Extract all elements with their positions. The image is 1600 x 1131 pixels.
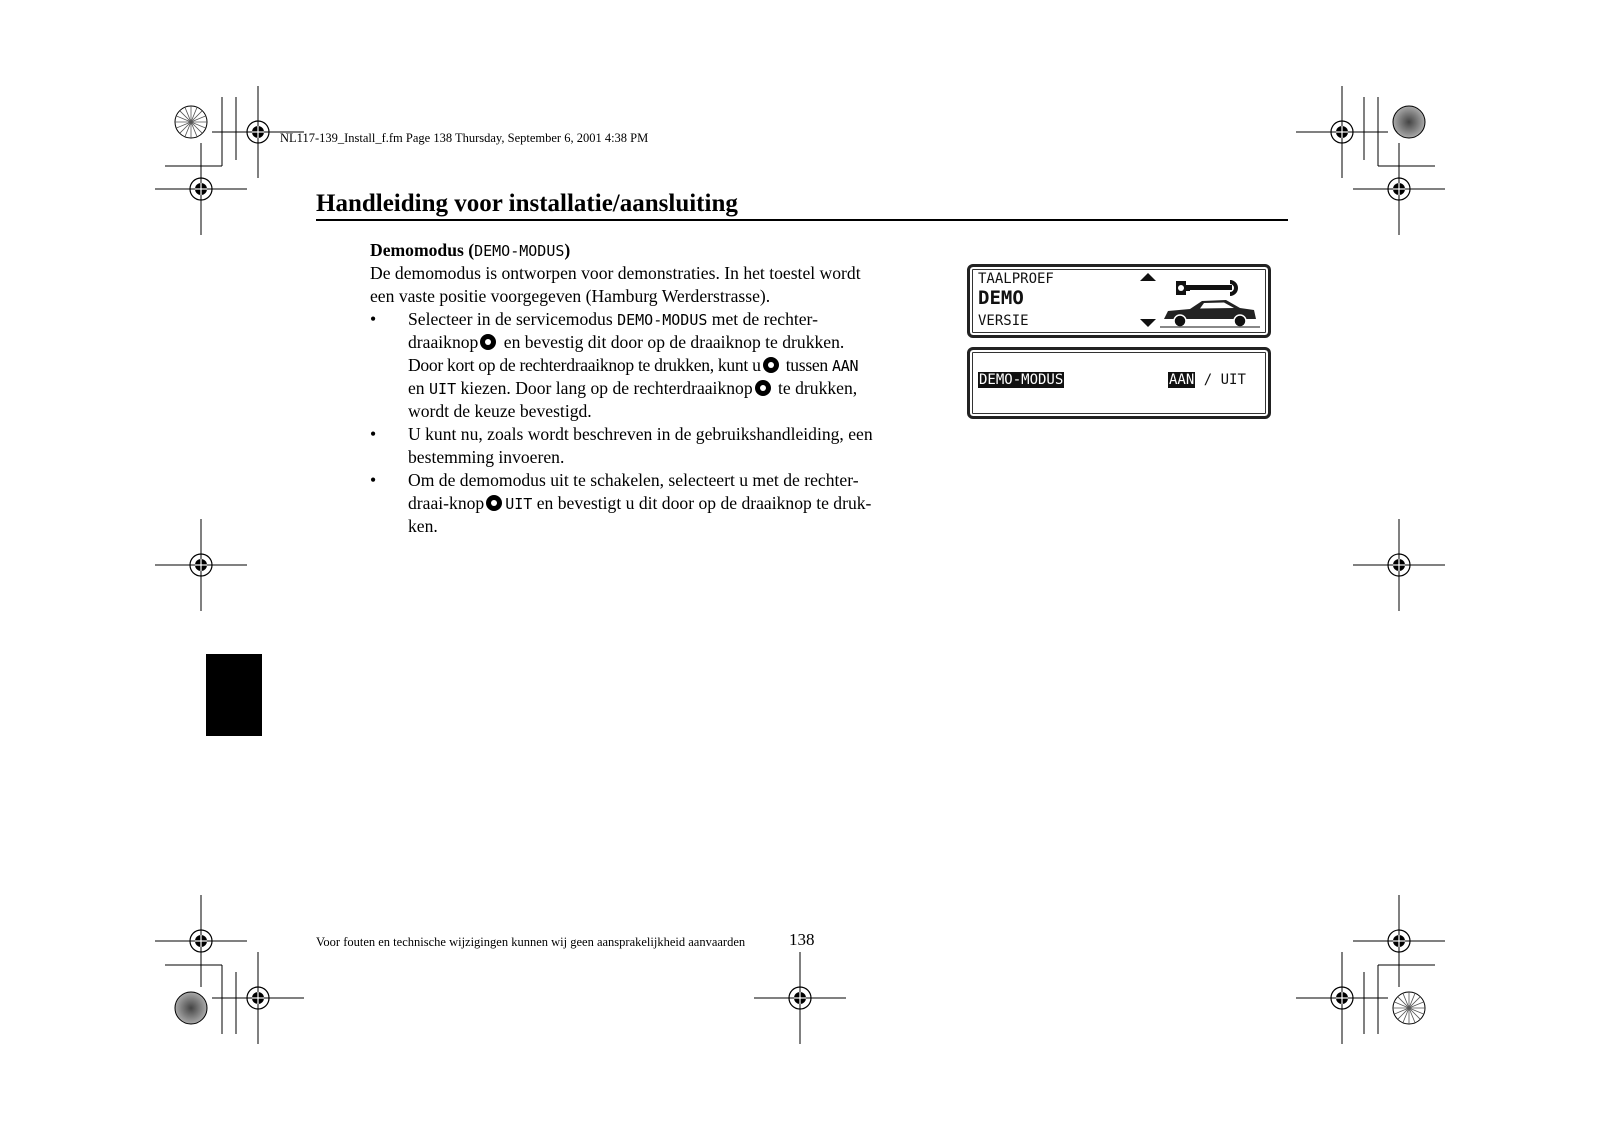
display-line-demo: DEMO <box>978 287 1024 309</box>
title-rule <box>316 219 1288 221</box>
bullet1-text: Selecteer in de servicemodus <box>408 309 618 329</box>
bullet3-line-3: ken. <box>408 516 438 536</box>
display-line-taalproef: TAALPROEF <box>978 271 1054 287</box>
bullet1-off: UIT <box>429 380 457 398</box>
bullet1-line-2 <box>408 331 844 354</box>
bullet-marker-1: • <box>370 309 377 329</box>
wrench-car-icon <box>1160 275 1260 331</box>
section-title-prefix: Demomodus ( <box>370 240 475 260</box>
section-title-suffix: ) <box>564 240 571 260</box>
bullet3-off: UIT <box>505 495 533 513</box>
demo-mode-display <box>967 347 1271 419</box>
display-line-versie: VERSIE <box>978 313 1029 329</box>
footer-disclaimer: Voor fouten en technische wijzigingen kunnen wij geen aansprakelijkheid aanvaarden <box>316 935 746 949</box>
bullet1-line-5: wordt de keuze bevestigd. <box>408 401 592 421</box>
page-number: 138 <box>789 930 815 949</box>
bullet1-text: te drukken, <box>773 378 858 398</box>
bullet1-text: draaiknop <box>408 332 479 352</box>
right-knob-icon <box>480 334 496 350</box>
option-on-selected: AAN <box>1169 372 1195 388</box>
scroll-down-arrow-icon <box>1140 319 1156 327</box>
right-knob-icon <box>486 495 502 511</box>
page-title: Handleiding voor installatie/aansluiting <box>316 190 738 217</box>
bullet-marker-3: • <box>370 470 377 490</box>
bullet1-on: AAN <box>831 357 859 375</box>
bullet2-line-1: U kunt nu, zoals wordt beschreven in de gebruikshandleiding, een <box>408 424 873 444</box>
bullet1-text: tussen <box>781 355 832 375</box>
bullet1-line-4 <box>408 377 857 401</box>
bullet3-text: en bevestigt u dit door op de draaiknop te druk- <box>532 493 872 513</box>
bullet1-text: en bevestig dit door op de draaiknop te drukken. <box>499 332 845 352</box>
demo-mode-label: DEMO-MODUS <box>979 372 1064 388</box>
bullet1-line-1 <box>408 308 818 332</box>
chapter-tab <box>206 654 262 736</box>
service-menu-display <box>967 264 1271 338</box>
bullet3-line-1: Om de demomodus uit te schakelen, selecteert u met de rechter- <box>408 470 859 490</box>
section-title <box>370 239 570 263</box>
bullet1-mode: DEMO-MODUS <box>617 311 708 329</box>
option-separator: / <box>1203 372 1213 388</box>
scroll-up-arrow-icon <box>1140 273 1156 281</box>
right-knob-icon <box>755 380 771 396</box>
section-title-mode: DEMO-MODUS <box>474 242 565 260</box>
bullet1-text: en <box>408 378 430 398</box>
bullet3-text: draai-knop <box>408 493 485 513</box>
intro-line-2: een vaste positie voorgegeven (Hamburg Werderstrasse). <box>370 286 771 306</box>
bullet3-line-2 <box>408 492 871 516</box>
bullet1-line-3 <box>408 354 858 378</box>
demo-mode-options <box>1168 372 1246 388</box>
intro-line-1: De demomodus is ontworpen voor demonstraties. In het toestel wordt <box>370 263 861 283</box>
right-knob-icon <box>763 357 779 373</box>
option-off: UIT <box>1220 372 1246 388</box>
file-info-header: NL117-139_Install_f.fm Page 138 Thursday, September 6, 2001 4:38 PM <box>280 131 649 145</box>
bullet1-text: met de rechter- <box>707 309 818 329</box>
bullet1-text: Door kort op de rechterdraaiknop te drukken, kunt u <box>408 355 761 375</box>
demo-mode-display-row <box>978 372 1064 388</box>
bullet-marker-2: • <box>370 424 377 444</box>
bullet1-text: kiezen. Door lang op de rechterdraaiknop <box>456 378 753 398</box>
bullet2-line-2: bestemming invoeren. <box>408 447 565 467</box>
